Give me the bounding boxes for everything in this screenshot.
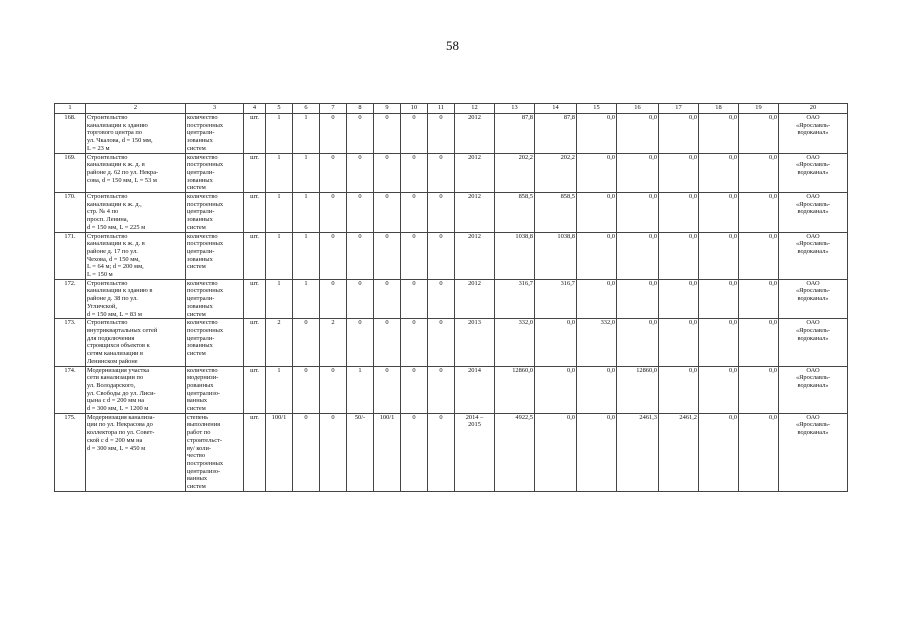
value-8-cell: 0 xyxy=(347,232,374,279)
unit-cell: шт. xyxy=(244,193,266,233)
value-10-cell: 0 xyxy=(401,114,428,154)
value-6-cell: 1 xyxy=(293,114,320,154)
value-18-cell: 0,0 xyxy=(699,153,739,193)
value-18-cell: 0,0 xyxy=(699,114,739,154)
value-14-cell: 87,8 xyxy=(535,114,577,154)
value-5-cell: 1 xyxy=(266,114,293,154)
column-header: 16 xyxy=(617,104,659,114)
unit-cell: шт. xyxy=(244,232,266,279)
value-13-cell: 1038,8 xyxy=(495,232,535,279)
value-10-cell: 0 xyxy=(401,193,428,233)
value-8-cell: 0 xyxy=(347,279,374,319)
column-header: 9 xyxy=(374,104,401,114)
page-number: 58 xyxy=(446,38,459,53)
year-cell: 2013 xyxy=(455,319,495,366)
column-header: 1 xyxy=(55,104,86,114)
value-6-cell: 0 xyxy=(293,413,320,491)
column-header: 7 xyxy=(320,104,347,114)
value-6-cell: 1 xyxy=(293,153,320,193)
value-8-cell: 0 xyxy=(347,114,374,154)
value-17-cell: 0,0 xyxy=(659,279,699,319)
value-15-cell: 332,0 xyxy=(577,319,617,366)
row-number-cell: 170. xyxy=(55,193,86,233)
value-11-cell: 0 xyxy=(428,279,455,319)
value-11-cell: 0 xyxy=(428,114,455,154)
table-row xyxy=(55,366,848,413)
value-13-cell: 4922,5 xyxy=(495,413,535,491)
unit-cell: шт. xyxy=(244,319,266,366)
column-header: 11 xyxy=(428,104,455,114)
value-6-cell: 1 xyxy=(293,279,320,319)
value-5-cell: 1 xyxy=(266,232,293,279)
value-7-cell: 0 xyxy=(320,193,347,233)
organization-cell: ОАО «Ярославль- водоканал» xyxy=(779,153,848,193)
table-row xyxy=(55,153,848,193)
value-16-cell: 0,0 xyxy=(617,153,659,193)
organization-cell: ОАО «Ярославль- водоканал» xyxy=(779,193,848,233)
value-10-cell: 0 xyxy=(401,279,428,319)
value-11-cell: 0 xyxy=(428,153,455,193)
indicator-cell: количество построенных централи- зованных систем xyxy=(186,193,244,233)
row-number-cell: 169. xyxy=(55,153,86,193)
value-11-cell: 0 xyxy=(428,413,455,491)
value-15-cell: 0,0 xyxy=(577,114,617,154)
value-11-cell: 0 xyxy=(428,319,455,366)
value-17-cell: 0,0 xyxy=(659,114,699,154)
value-18-cell: 0,0 xyxy=(699,279,739,319)
year-cell: 2012 xyxy=(455,279,495,319)
column-header: 15 xyxy=(577,104,617,114)
unit-cell: шт. xyxy=(244,153,266,193)
value-5-cell: 100/1 xyxy=(266,413,293,491)
value-10-cell: 0 xyxy=(401,153,428,193)
value-7-cell: 0 xyxy=(320,232,347,279)
value-6-cell: 1 xyxy=(293,232,320,279)
value-13-cell: 332,0 xyxy=(495,319,535,366)
value-15-cell: 0,0 xyxy=(577,366,617,413)
value-15-cell: 0,0 xyxy=(577,153,617,193)
value-10-cell: 0 xyxy=(401,232,428,279)
table-row xyxy=(55,413,848,491)
value-16-cell: 0,0 xyxy=(617,279,659,319)
work-name-cell: Строительство канализации к зданию торгового центра по ул. Чкалова, d = 150 мм, L = 23 м xyxy=(86,114,186,154)
column-header: 3 xyxy=(186,104,244,114)
value-19-cell: 0,0 xyxy=(739,114,779,154)
value-8-cell: 0 xyxy=(347,319,374,366)
value-18-cell: 0,0 xyxy=(699,232,739,279)
year-cell: 2012 xyxy=(455,193,495,233)
work-name-cell: Строительство канализации к ж. д. в районе д. 17 по ул. Чехова, d = 150 мм, L = 64 м; d = 200 мм, L = 150 м xyxy=(86,232,186,279)
value-13-cell: 202,2 xyxy=(495,153,535,193)
value-19-cell: 0,0 xyxy=(739,153,779,193)
value-16-cell: 0,0 xyxy=(617,193,659,233)
value-6-cell: 0 xyxy=(293,366,320,413)
column-header: 2 xyxy=(86,104,186,114)
value-19-cell: 0,0 xyxy=(739,193,779,233)
value-10-cell: 0 xyxy=(401,319,428,366)
work-name-cell: Модернизация участка сети канализации по ул. Володарского, ул. Свободы до ул. Лиси- цына с d = 200 мм на d = 300 мм, L = 1200 м xyxy=(86,366,186,413)
organization-cell: ОАО «Ярославль- водоканал» xyxy=(779,366,848,413)
value-9-cell: 0 xyxy=(374,279,401,319)
column-header: 6 xyxy=(293,104,320,114)
value-13-cell: 316,7 xyxy=(495,279,535,319)
value-15-cell: 0,0 xyxy=(577,232,617,279)
table-row xyxy=(55,232,848,279)
value-7-cell: 2 xyxy=(320,319,347,366)
value-17-cell: 0,0 xyxy=(659,232,699,279)
value-9-cell: 0 xyxy=(374,232,401,279)
value-14-cell: 0,0 xyxy=(535,366,577,413)
value-5-cell: 2 xyxy=(266,319,293,366)
value-13-cell: 87,8 xyxy=(495,114,535,154)
work-name-cell: Строительство канализации к зданию в районе д. 38 по ул. Угличской, d = 150 мм, L = 83 м xyxy=(86,279,186,319)
unit-cell: шт. xyxy=(244,279,266,319)
organization-cell: ОАО «Ярославль- водоканал» xyxy=(779,319,848,366)
table-row xyxy=(55,114,848,154)
row-number-cell: 173. xyxy=(55,319,86,366)
column-header: 8 xyxy=(347,104,374,114)
indicator-cell: количество построенных централи- зованных систем xyxy=(186,319,244,366)
column-header: 13 xyxy=(495,104,535,114)
value-16-cell: 0,0 xyxy=(617,232,659,279)
column-header: 17 xyxy=(659,104,699,114)
value-14-cell: 0,0 xyxy=(535,319,577,366)
value-8-cell: 1 xyxy=(347,366,374,413)
value-14-cell: 316,7 xyxy=(535,279,577,319)
value-16-cell: 12860,0 xyxy=(617,366,659,413)
unit-cell: шт. xyxy=(244,114,266,154)
value-9-cell: 0 xyxy=(374,319,401,366)
row-number-cell: 168. xyxy=(55,114,86,154)
table-row xyxy=(55,279,848,319)
value-8-cell: 50/- xyxy=(347,413,374,491)
column-header: 19 xyxy=(739,104,779,114)
year-cell: 2012 xyxy=(455,114,495,154)
value-7-cell: 0 xyxy=(320,366,347,413)
value-9-cell: 0 xyxy=(374,114,401,154)
column-header: 14 xyxy=(535,104,577,114)
table-body xyxy=(55,114,848,492)
unit-cell: шт. xyxy=(244,413,266,491)
year-cell: 2012 xyxy=(455,153,495,193)
year-cell: 2012 xyxy=(455,232,495,279)
indicator-cell: количество построенных централи- зованных систем xyxy=(186,279,244,319)
value-7-cell: 0 xyxy=(320,413,347,491)
table-row xyxy=(55,193,848,233)
value-14-cell: 858,5 xyxy=(535,193,577,233)
value-7-cell: 0 xyxy=(320,114,347,154)
value-19-cell: 0,0 xyxy=(739,232,779,279)
indicator-cell: количество модернизи- рованных централизо- ванных систем xyxy=(186,366,244,413)
value-17-cell: 0,0 xyxy=(659,366,699,413)
value-19-cell: 0,0 xyxy=(739,279,779,319)
value-8-cell: 0 xyxy=(347,193,374,233)
row-number-cell: 171. xyxy=(55,232,86,279)
work-name-cell: Строительство канализации к ж. д., стр. № 4 по просп. Ленина, d = 150 мм, L = 225 м xyxy=(86,193,186,233)
value-17-cell: 0,0 xyxy=(659,193,699,233)
value-5-cell: 1 xyxy=(266,193,293,233)
year-cell: 2014 – 2015 xyxy=(455,413,495,491)
column-header: 5 xyxy=(266,104,293,114)
unit-cell: шт. xyxy=(244,366,266,413)
row-number-cell: 174. xyxy=(55,366,86,413)
value-14-cell: 1038,8 xyxy=(535,232,577,279)
value-18-cell: 0,0 xyxy=(699,413,739,491)
value-5-cell: 1 xyxy=(266,366,293,413)
value-13-cell: 858,5 xyxy=(495,193,535,233)
value-6-cell: 1 xyxy=(293,193,320,233)
value-14-cell: 202,2 xyxy=(535,153,577,193)
organization-cell: ОАО «Ярославль- водоканал» xyxy=(779,232,848,279)
value-9-cell: 100/1 xyxy=(374,413,401,491)
indicator-cell: количество построенных централи- зованных систем xyxy=(186,114,244,154)
row-number-cell: 175. xyxy=(55,413,86,491)
value-18-cell: 0,0 xyxy=(699,193,739,233)
value-19-cell: 0,0 xyxy=(739,319,779,366)
column-header: 4 xyxy=(244,104,266,114)
value-9-cell: 0 xyxy=(374,153,401,193)
column-header: 18 xyxy=(699,104,739,114)
value-14-cell: 0,0 xyxy=(535,413,577,491)
value-9-cell: 0 xyxy=(374,366,401,413)
value-17-cell: 0,0 xyxy=(659,319,699,366)
value-5-cell: 1 xyxy=(266,279,293,319)
value-15-cell: 0,0 xyxy=(577,279,617,319)
work-name-cell: Модернизация канализа- ции по ул. Некрасова до коллектора по ул. Совет- ской с d = 200 мм на d = 300 мм, L = 450 м xyxy=(86,413,186,491)
value-5-cell: 1 xyxy=(266,153,293,193)
indicator-cell: количество построенных централи- зованных систем xyxy=(186,153,244,193)
value-11-cell: 0 xyxy=(428,232,455,279)
value-13-cell: 12860,0 xyxy=(495,366,535,413)
column-header: 20 xyxy=(779,104,848,114)
work-name-cell: Строительство внутриквартальных сетей для подключения строящихся объектов к сетям канализации в Ленинском районе xyxy=(86,319,186,366)
year-cell: 2014 xyxy=(455,366,495,413)
value-10-cell: 0 xyxy=(401,413,428,491)
value-10-cell: 0 xyxy=(401,366,428,413)
value-6-cell: 0 xyxy=(293,319,320,366)
value-18-cell: 0,0 xyxy=(699,366,739,413)
indicator-cell: количество построенных централи- зованных систем xyxy=(186,232,244,279)
header-row xyxy=(55,104,848,114)
value-16-cell: 2461,3 xyxy=(617,413,659,491)
column-header: 12 xyxy=(455,104,495,114)
work-name-cell: Строительство канализации к ж. д. в районе д. 62 по ул. Некра- сова, d = 150 мм, L = 53 м xyxy=(86,153,186,193)
organization-cell: ОАО «Ярославль- водоканал» xyxy=(779,413,848,491)
value-7-cell: 0 xyxy=(320,153,347,193)
organization-cell: ОАО «Ярославль- водоканал» xyxy=(779,279,848,319)
value-19-cell: 0,0 xyxy=(739,413,779,491)
value-16-cell: 0,0 xyxy=(617,319,659,366)
value-17-cell: 2461,2 xyxy=(659,413,699,491)
value-16-cell: 0,0 xyxy=(617,114,659,154)
value-18-cell: 0,0 xyxy=(699,319,739,366)
table-row xyxy=(55,319,848,366)
value-7-cell: 0 xyxy=(320,279,347,319)
value-11-cell: 0 xyxy=(428,193,455,233)
value-9-cell: 0 xyxy=(374,193,401,233)
value-11-cell: 0 xyxy=(428,366,455,413)
column-header: 10 xyxy=(401,104,428,114)
row-number-cell: 172. xyxy=(55,279,86,319)
data-table xyxy=(54,103,848,492)
value-15-cell: 0,0 xyxy=(577,413,617,491)
indicator-cell: степень выполнения работ по строительст- ву/ коли- чество построенных централизо- ванных систем xyxy=(186,413,244,491)
value-17-cell: 0,0 xyxy=(659,153,699,193)
value-19-cell: 0,0 xyxy=(739,366,779,413)
value-8-cell: 0 xyxy=(347,153,374,193)
value-15-cell: 0,0 xyxy=(577,193,617,233)
organization-cell: ОАО «Ярославль- водоканал» xyxy=(779,114,848,154)
